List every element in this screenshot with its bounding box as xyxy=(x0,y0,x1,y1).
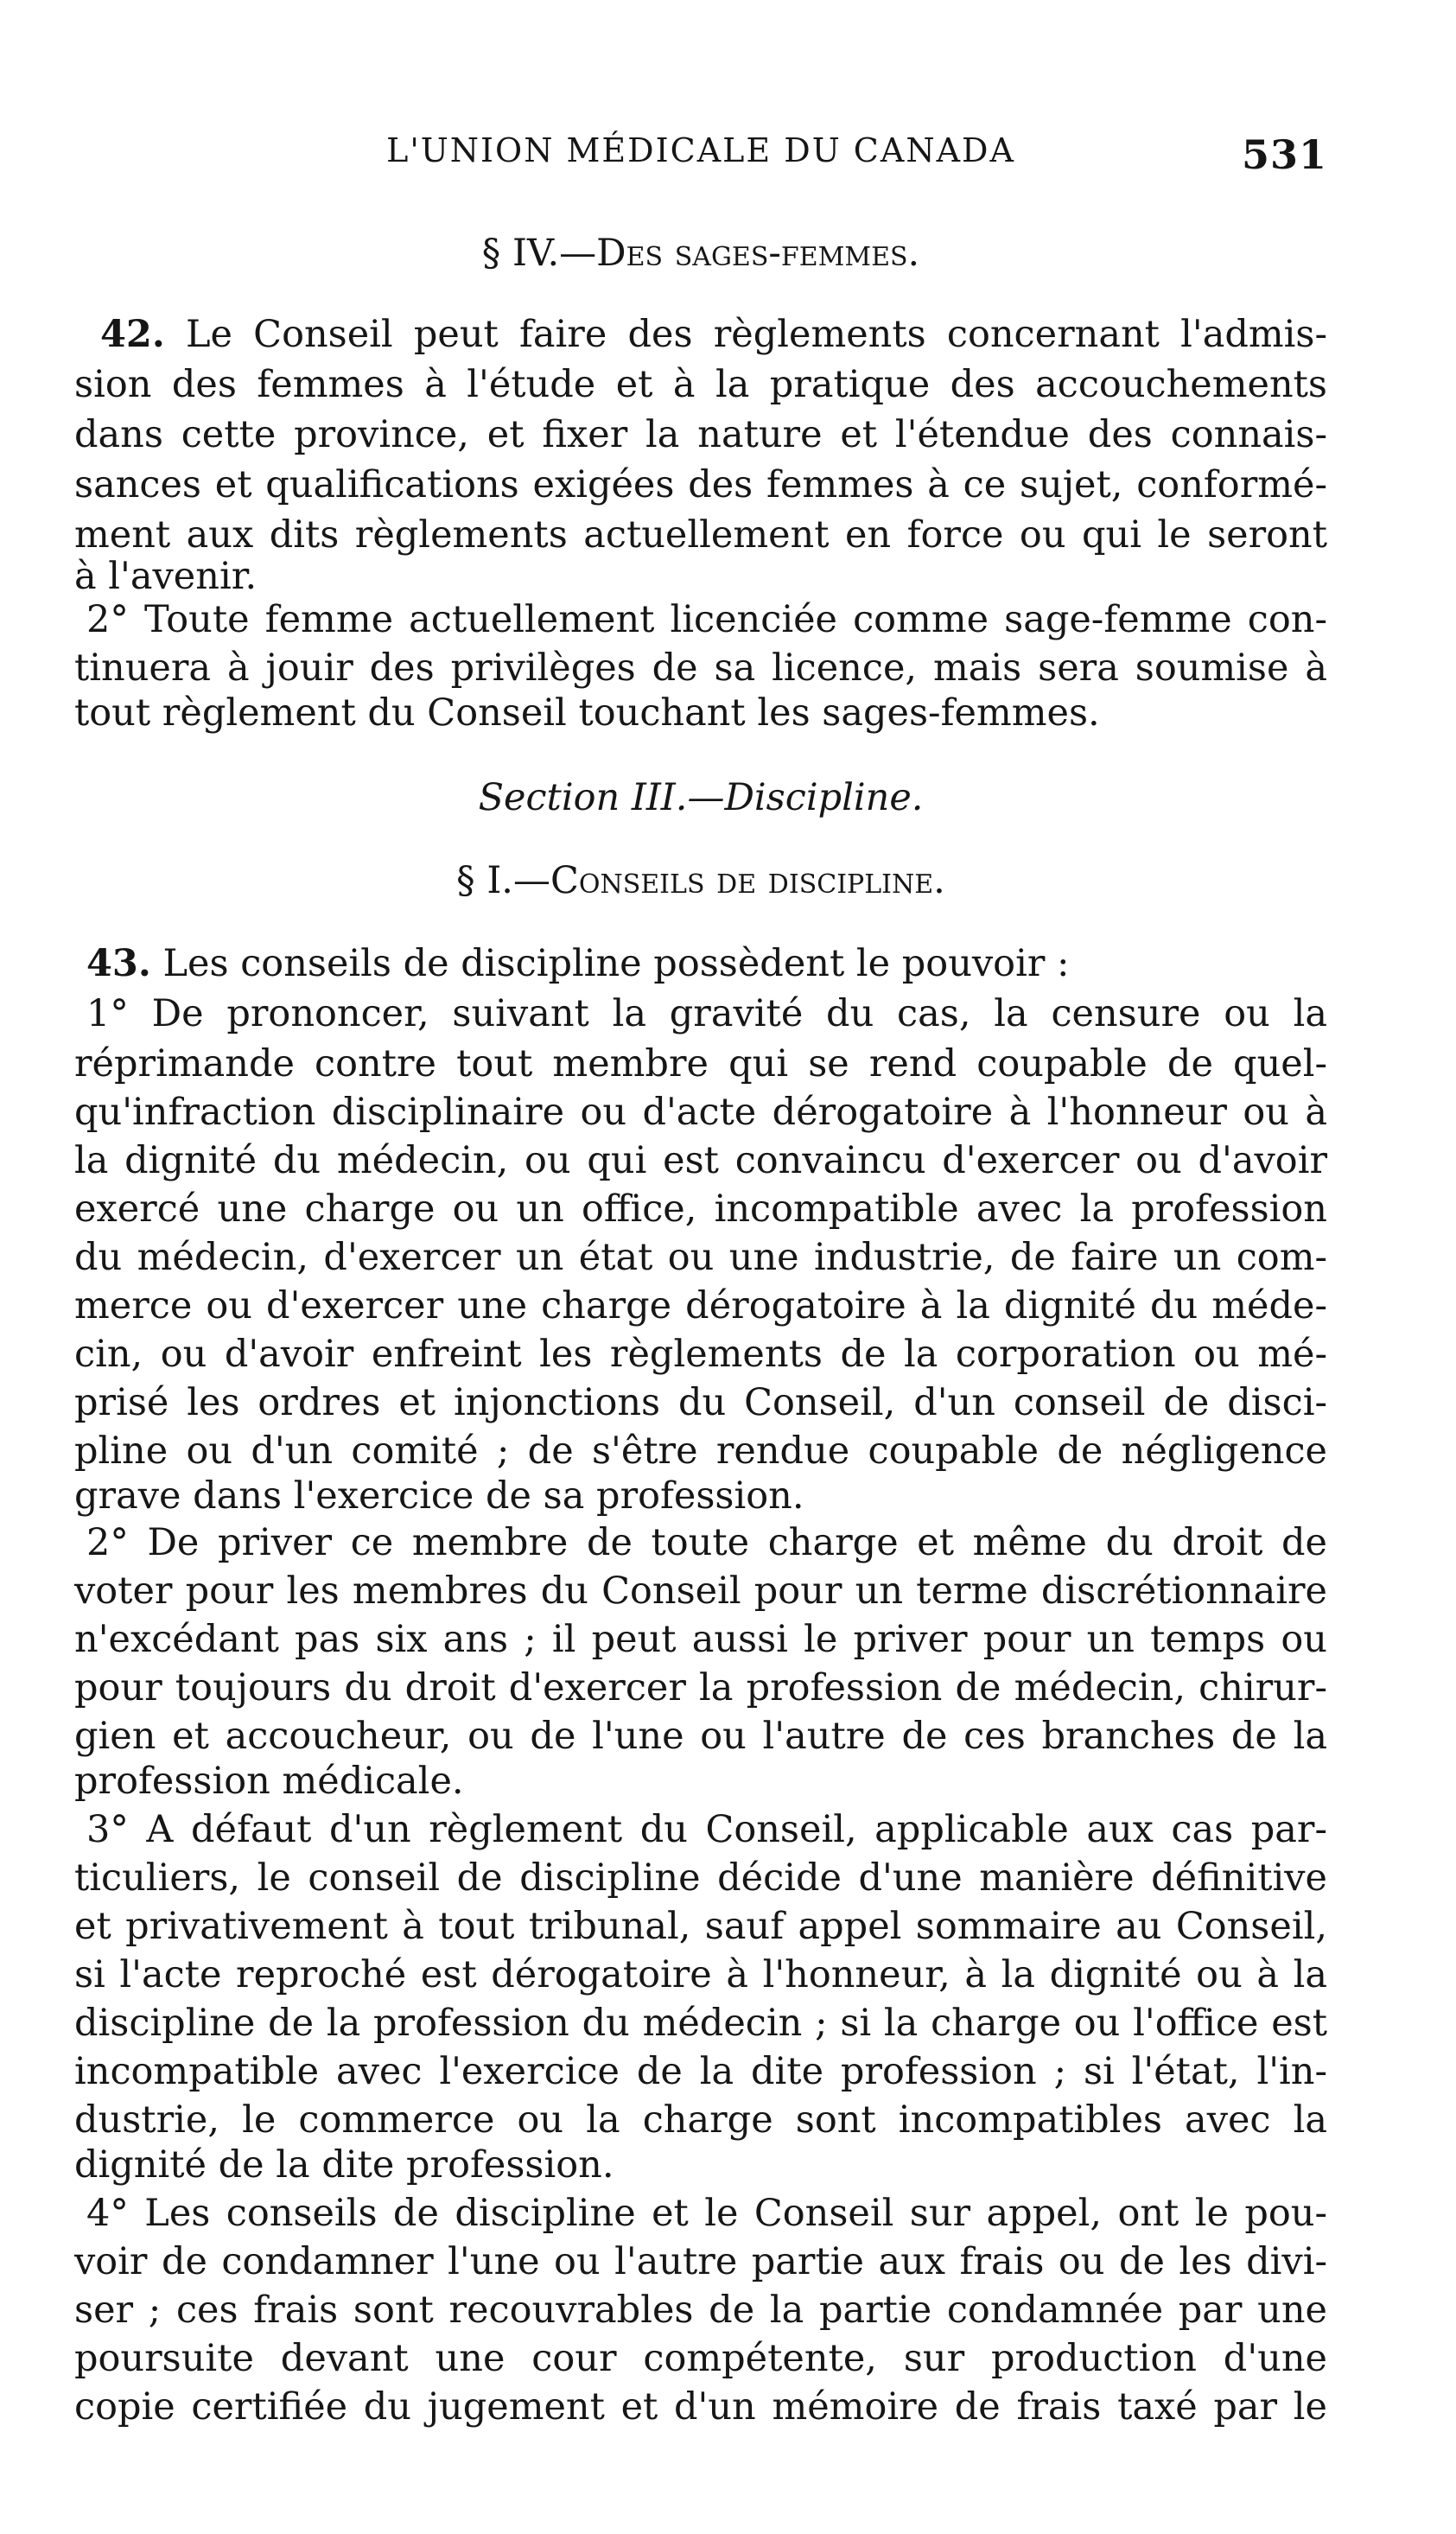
article-43-para1-line: qu'infraction disciplinaire ou d'acte dérogatoire à l'honneur ou à xyxy=(74,1091,1327,1134)
article-43-para4-line: ser ; ces frais sont recouvrables de la partie condamnée par une xyxy=(74,2289,1327,2332)
article-42-line: à l'avenir. xyxy=(74,555,258,598)
article-42-para2-line: 2° Toute femme actuellement licenciée comme sage-femme con- xyxy=(86,598,1327,641)
article-43-para1-line: cin, ou d'avoir enfreint les règlements de la corporation ou mé- xyxy=(74,1333,1327,1376)
subsection-i-heading: § I.—Conseils de discipline. xyxy=(456,859,945,902)
article-43-para3-line: dustrie, le commerce ou la charge sont incompatibles avec la xyxy=(74,2098,1327,2142)
article-43-para1-line: 1° De prononcer, suivant la gravité du cas, la censure ou la xyxy=(86,992,1327,1035)
article-43-para2-line: n'excédant pas six ans ; il peut aussi le priver pour un temps ou xyxy=(74,1618,1327,1661)
article-43-para3-line: discipline de la profession du médecin ; si la charge ou l'office est xyxy=(74,2002,1327,2045)
article-43-para2-line: profession médicale. xyxy=(74,1760,464,1803)
article-43-para4-line: 4° Les conseils de discipline et le Conseil sur appel, ont le pou- xyxy=(86,2192,1327,2235)
article-43-para4-line: copie certifiée du jugement et d'un mémoire de frais taxé par le xyxy=(74,2385,1327,2429)
article-43-para1-line: grave dans l'exercice de sa profession. xyxy=(74,1474,804,1518)
article-42-line: ment aux dits règlements actuellement en force ou qui le seront xyxy=(74,513,1327,557)
article-43-para2-line: pour toujours du droit d'exercer la profession de médecin, chirur- xyxy=(74,1666,1327,1709)
article-42-para2-line: tout règlement du Conseil touchant les sages-femmes. xyxy=(74,691,1100,735)
article-42-para2-line: tinuera à jouir des privilèges de sa licence, mais sera soumise à xyxy=(74,646,1327,690)
article-43-para1-line: du médecin, d'exercer un état ou une industrie, de faire un com- xyxy=(74,1236,1327,1279)
article-43-number: 43. xyxy=(86,942,151,985)
article-42-line: 42. Le Conseil peut faire des règlements concernant l'admis- xyxy=(100,313,1327,356)
running-title: L'UNION MÉDICALE DU CANADA xyxy=(386,131,1015,169)
article-43-para2-line: gien et accoucheur, ou de l'une ou l'autre de ces branches de la xyxy=(74,1715,1327,1758)
article-43-para1-line: prisé les ordres et injonctions du Conseil, d'un conseil de disci- xyxy=(74,1381,1327,1424)
article-42-line: dans cette province, et fixer la nature et l'étendue des connais- xyxy=(74,413,1327,456)
section-iv-heading: § IV.—Des sages-femmes. xyxy=(481,232,920,275)
section-iii-heading: Section III.—Discipline. xyxy=(478,776,924,819)
page-number: 531 xyxy=(1241,131,1327,178)
article-43-para1-line: la dignité du médecin, ou qui est convaincu d'exercer ou d'avoir xyxy=(74,1139,1327,1182)
article-43-para3-line: dignité de la dite profession. xyxy=(74,2143,614,2187)
article-43-para3-line: incompatible avec l'exercice de la dite profession ; si l'état, l'in- xyxy=(74,2050,1327,2093)
article-42-line: sances et qualifications exigées des femmes à ce sujet, conformé- xyxy=(74,463,1327,506)
article-43-para2-line: 2° De priver ce membre de toute charge et même du droit de xyxy=(86,1521,1327,1564)
article-42-number: 42. xyxy=(100,313,165,356)
article-43-para4-line: poursuite devant une cour compétente, sur production d'une xyxy=(74,2337,1327,2380)
article-43-para1-line: exercé une charge ou un office, incompatible avec la profession xyxy=(74,1187,1327,1231)
article-42-line: sion des femmes à l'étude et à la pratique des accouchements xyxy=(74,363,1327,406)
article-43-para3-line: si l'acte reproché est dérogatoire à l'honneur, à la dignité ou à la xyxy=(74,1953,1327,1996)
article-43-para1-line: réprimande contre tout membre qui se rend coupable de quel- xyxy=(74,1042,1327,1086)
article-43-intro: 43. Les conseils de discipline possèdent le pouvoir : xyxy=(86,942,1070,985)
article-43-para3-line: ticuliers, le conseil de discipline décide d'une manière définitive xyxy=(74,1856,1327,1900)
article-43-para1-line: pline ou d'un comité ; de s'être rendue coupable de négligence xyxy=(74,1429,1327,1473)
article-43-para3-line: 3° A défaut d'un règlement du Conseil, applicable aux cas par- xyxy=(86,1808,1327,1851)
running-header xyxy=(74,131,1327,178)
article-43-para2-line: voter pour les membres du Conseil pour un terme discrétionnaire xyxy=(74,1569,1327,1613)
article-43-para3-line: et privativement à tout tribunal, sauf appel sommaire au Conseil, xyxy=(74,1905,1327,1948)
article-43-para1-line: merce ou d'exercer une charge dérogatoire à la dignité du méde- xyxy=(74,1284,1327,1327)
article-43-para4-line: voir de condamner l'une ou l'autre partie aux frais ou de les divi- xyxy=(74,2240,1327,2283)
